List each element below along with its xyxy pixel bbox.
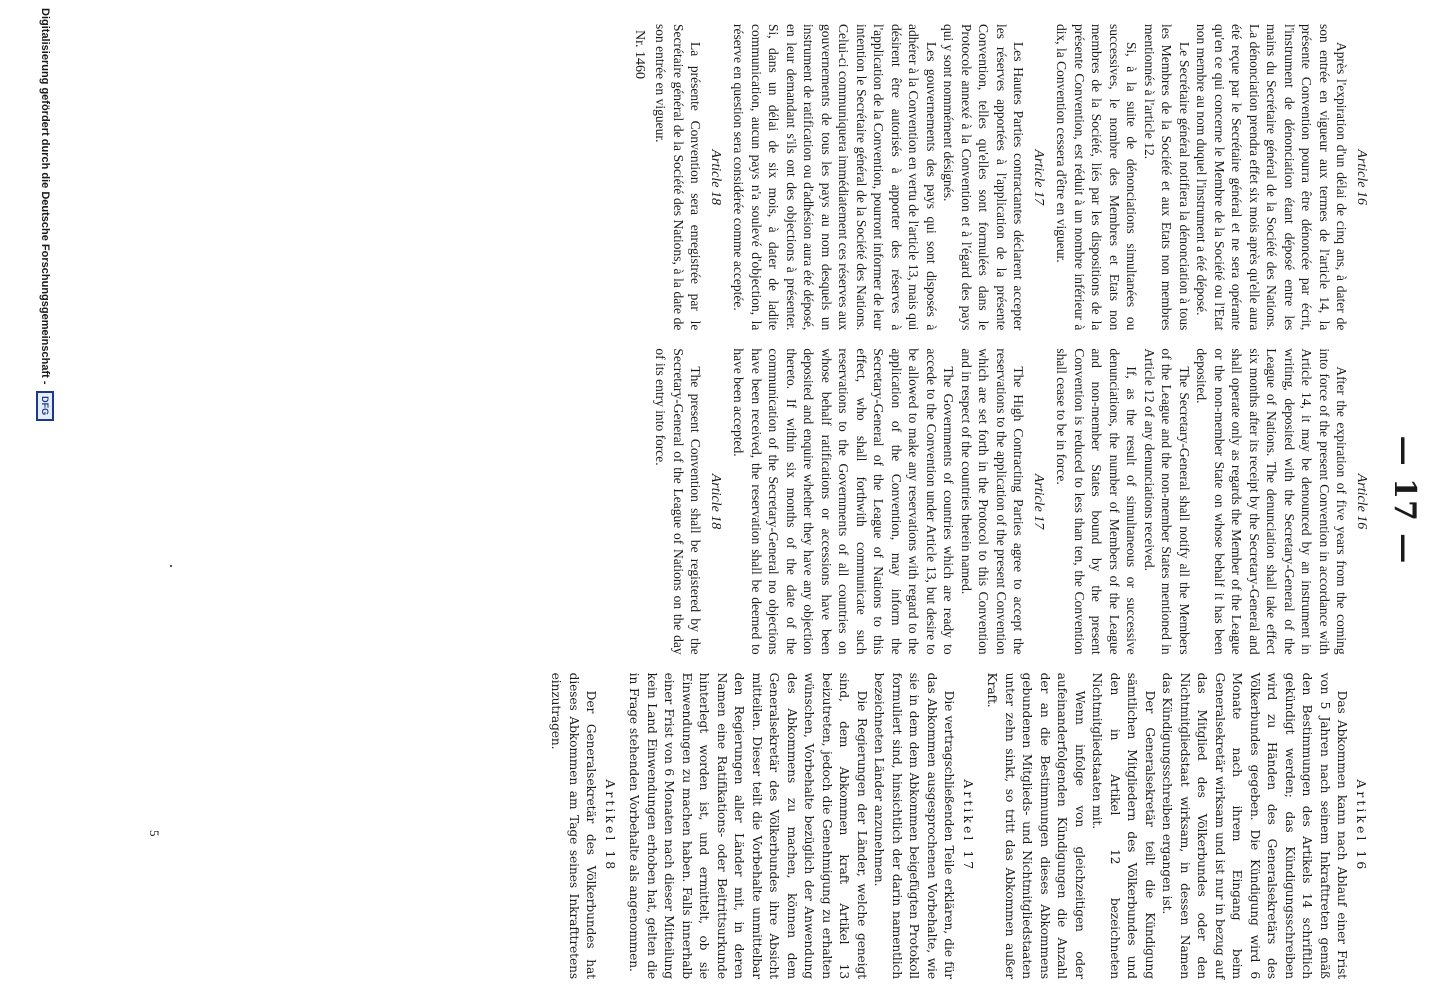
english-article-18 bbox=[652, 348, 724, 654]
article-heading: Artikel 18 bbox=[603, 779, 618, 873]
article-heading: Artikel 16 bbox=[1354, 779, 1369, 873]
paragraph: If, as the result of simultaneous or successive denunciations, the number of Members of the League and non-member States bound by the present Convention is reduced to less than ten, the Convention shall cease to be in force. bbox=[1054, 348, 1140, 655]
paragraph: Die Regierungen der Länder, welche geneigt sind, dem Abkommen kraft Artikel 13 beizutreten, jedoch die Genehmigung zu erhalten wünschen, Vorbehalte bezüglich der Anwendung des Abkommens zu machen, können dem Generalsekretär des Völkerbundes ihre Absicht mitteilen. Dieser teilt die Vorbehalte unmittelbar den Regierungen aller Länder mit, in deren Namen eine Ratifikations- oder Beitrittsurkunde hinterlegt worden ist, und ermittelt, ob sie Einwendungen zu machen haben. Falls innerhalb einer Frist von 6 Monaten nach dieser Mitteilung kein Land Einwendungen erhoben hat, gelten die in Frage stehenden Vorbehalte als angenommen. bbox=[627, 672, 869, 979]
document-number: Nr. 1460 bbox=[632, 30, 647, 79]
print-speck bbox=[170, 565, 172, 567]
paragraph: Les gouvernements des pays qui sont disposés à adhérer à la Convention en vertu de l'article 13, mais qui désirent être autorisés à apporter des réserves à l'application de la Convention, pourront informer de leur intention le Secrétaire général de la Société des Nations. Celui-ci communiquera immédiatement ces réserves aux gouvernements de tous les pays au nom desquels un instrument de ratification ou d'adhésion aura été déposé, en leur demandant s'ils ont des objections à présenter. Si, dans un délai de six mois, à dater de ladite communication, aucun pays n'a soulevé d'objection, la réserve en question sera considérée comme acceptée. bbox=[731, 24, 939, 331]
digitization-credit bbox=[36, 8, 54, 988]
paragraph: The High Contracting Parties agree to accept the reservations to the application of the present Convention which are set forth in the Protocol to this Convention and in respect of the countries therein named. bbox=[959, 348, 1027, 655]
article-heading: Article 16 bbox=[1354, 149, 1369, 205]
credit-text: Digitalisierung gefördert durch die Deutsche Forschungsgemeinschaft - bbox=[39, 8, 52, 385]
paragraph: Der Generalsekretär des Völkerbundes hat dieses Abkommen am Tage seines Inkrafttretens einzutragen. bbox=[549, 672, 599, 979]
english-article-16 bbox=[1053, 348, 1370, 654]
three-language-columns bbox=[236, 24, 1376, 979]
article-heading: Article 17 bbox=[1031, 473, 1046, 530]
paragraph: La présente Convention sera enregistrée par le Secrétaire général de la Société des Nations, à la date de son entrée en vigueur. bbox=[653, 24, 704, 331]
article-heading: Article 18 bbox=[708, 473, 723, 530]
paragraph: The present Convention shall be registered by the Secretary-General of the League of Nations on the day of its entry into force. bbox=[653, 348, 704, 655]
page-number: — 17 — bbox=[1387, 435, 1422, 565]
french-article-18 bbox=[652, 24, 724, 330]
paragraph: The Governments of countries which are ready to accede to the Convention under Article 13, but desire to be allowed to make any reservations with regard to the application of the Convention, may inform the Secretary-General of the League of Nations to this effect, who shall forthwith communicate such reservations to the Governments of all countries on whose behalf ratifications or accessions have been deposited and enquire whether they have any objection thereto. If within six months of the date of the communication of the Secretary-General no objections have been received, the reservation shall be deemed to have been accepted. bbox=[731, 348, 957, 655]
paragraph: Le Secrétaire général notifiera la dénonciation à tous les Membres de la Société et aux Etats non membres mentionnés à l'article 12. bbox=[1142, 24, 1192, 331]
german-article-17 bbox=[625, 673, 977, 979]
german-column bbox=[236, 673, 1376, 979]
german-article-16 bbox=[983, 673, 1370, 979]
english-article-17 bbox=[730, 348, 1047, 654]
article-heading: Article 18 bbox=[708, 149, 723, 205]
paragraph: Das Abkommen kann nach Ablauf einer Frist von 5 Jahren nach seinem Inkrafttreten gemäß den Bestimmungen des Artikels 14 schriftlich gekündigt werden; das Kündigungsschreiben wird zu Händen des Generalsekretärs des Völkerbundes gegeben. Die Kündigung wird 6 Monate nach ihrem Eingang beim Generalsekretär wirksam und ist nur in bezug auf das Mitglied des Völkerbundes oder den Nichtmitgliedstaat wirksam, in dessen Namen das Kündigungsschreiben ergangen ist. bbox=[1160, 672, 1350, 979]
paragraph: The Secretary-General shall notify all the Members of the League and the non-member States mentioned in Article 12 of any denunciations received. bbox=[1142, 348, 1192, 655]
sheet-number: 5 bbox=[147, 830, 162, 837]
paragraph: Wenn infolge von gleichzeitigen oder aufeinanderfolgenden Kündigungen die Anzahl der an die Bestimmungen dieses Abkommens gebundenen Mitglieds- und Nichtmitgliedstaaten unter zehn sinkt, so tritt das Abkommen außer Kraft. bbox=[985, 672, 1087, 979]
french-column bbox=[236, 24, 1376, 330]
paragraph: Si, à la suite de dénonciations simultanées ou successives, le nombre des Membres et Etats non membres de la Société, liés par les dispositions de la présente Convention, est réduit à un nombre inférieur à dix, la Convention cessera d'être en vigueur. bbox=[1054, 24, 1140, 331]
german-article-18 bbox=[547, 673, 619, 979]
paragraph: Les Hautes Parties contractantes déclarent accepter les réserves apportées à l'application de la présente Convention, telles qu'elles sont formulées dans le Protocole annexé à la Convention et à l'égard des pays qui y sont nommément désignés. bbox=[941, 24, 1027, 331]
english-column bbox=[236, 348, 1376, 654]
paragraph: Der Generalsekretär teilt die Kündigung sämtlichen Mitgliedern des Völkerbundes und den in Artikel 12 bezeichneten Nichtmitgliedstaaten mit. bbox=[1090, 672, 1157, 979]
article-heading: Artikel 17 bbox=[961, 779, 976, 873]
dfg-logo-icon: DFG bbox=[36, 391, 54, 421]
paragraph: After the expiration of five years from the coming into force of the present Convention in accordance with Article 14, it may be denounced by an instrument in writing, deposited with the Secretary-General of the League of Nations. The denunciation shall take effect six months after its receipt by the Secretary-General and shall operate only as regards the Member of the League or the non-member State on whose behalf it has been deposited. bbox=[1194, 348, 1350, 655]
french-article-16 bbox=[1053, 24, 1370, 330]
article-heading: Article 17 bbox=[1031, 149, 1046, 205]
paragraph: Die vertragschließenden Teile erklären, die für das Abkommen ausgesprochenen Vorbehalte, wie sie in dem dem Abkommen beigefügten Protokoll formuliert sind, hinsichtlich der darin namentlich bezeichneten Länder anzunehmen. bbox=[872, 672, 957, 979]
paragraph: Après l'expiration d'un délai de cinq ans, à dater de son entrée en vigueur aux termes de l'article 14, la présente Convention pourra être dénoncée par écrit, l'instrument de dénonciation étant déposé entre les mains du Secrétaire général de la Société des Nations. La dénonciation prendra effet six mois après qu'elle aura été reçue par le Secrétaire général et ne sera opérante qu'en ce qui concerne le Membre de la Société ou l'Etat non membre au nom duquel l'instrument a été déposé. bbox=[1194, 24, 1350, 331]
article-heading: Article 16 bbox=[1354, 473, 1369, 530]
french-article-17 bbox=[730, 24, 1047, 330]
